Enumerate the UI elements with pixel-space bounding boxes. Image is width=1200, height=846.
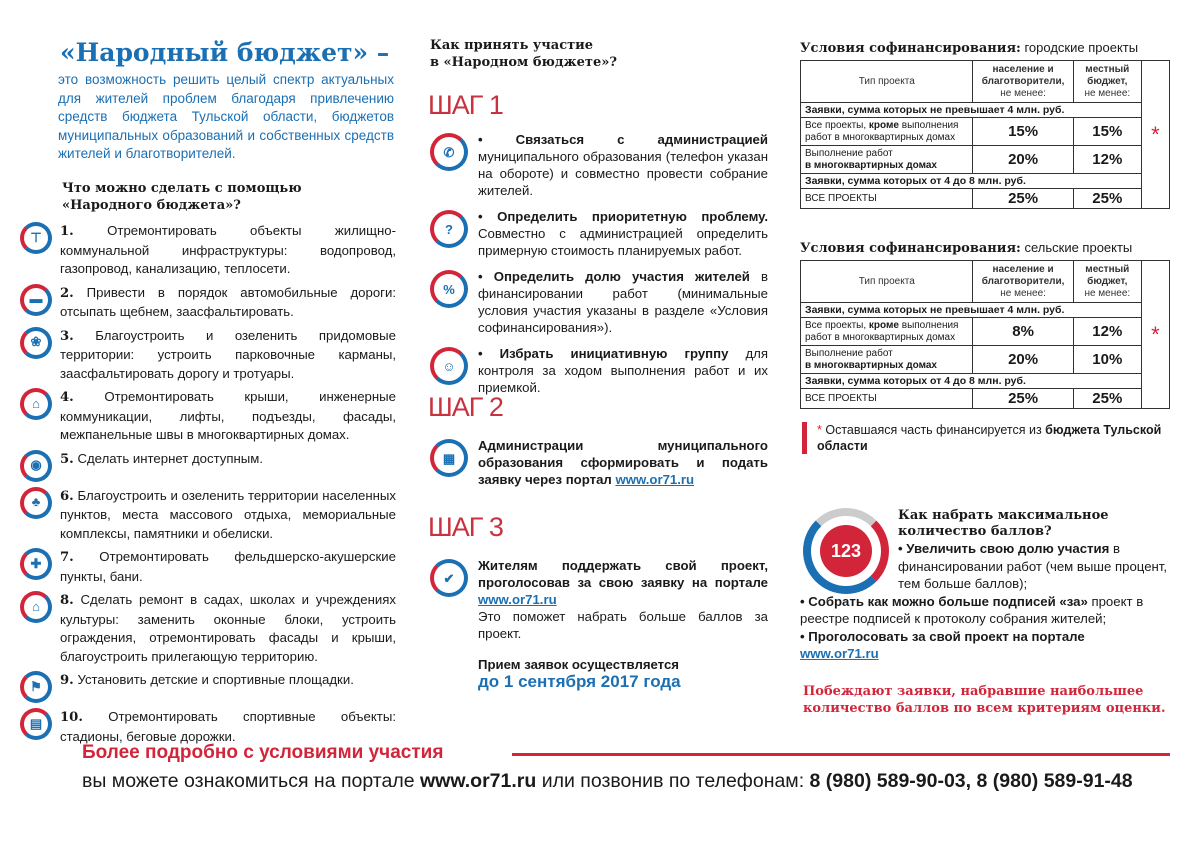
bullet2-bold: • Собрать как можно больше подписей «за» <box>800 593 1088 609</box>
step1-item-text: для контроля за ходом выполнения работ и их приемкой. <box>478 346 768 395</box>
what-heading <box>62 180 302 214</box>
list-item <box>18 327 396 384</box>
list-item <box>18 450 396 482</box>
header-population-sub: не менее: <box>1000 287 1046 299</box>
city-cofinancing <box>800 40 1170 209</box>
item-number: 6. <box>60 488 74 504</box>
footer-text-2: или позвонив по телефонам: <box>536 770 810 792</box>
footer-heading: Более подробно с условиями участия <box>82 742 444 763</box>
question-icon: ? <box>430 210 468 248</box>
list-item <box>18 487 396 544</box>
step2-text: Администрации муниципального образования сформировать и подать заявку через портал <box>478 438 768 487</box>
table-title-rest: городские проекты <box>1020 40 1139 55</box>
header-population: население и благотворители, <box>981 63 1065 87</box>
list-item <box>18 548 396 586</box>
step1-item <box>428 268 768 336</box>
step1-item-text: в финансировании работ (минимальные условия участия указаны в разделе «Условия софинансирования»). <box>478 269 769 335</box>
how-heading <box>430 37 617 71</box>
row-label: Выполнение работ <box>805 147 893 159</box>
cofinancing-table <box>800 260 1170 409</box>
header-population: население и благотворители, <box>981 263 1065 287</box>
pipes-icon: ⊤ <box>20 222 52 254</box>
item-text: Благоустроить и озеленить территории населенных пунктов, места массового отдыха, мемориальные комплексы, памятники и обелиски. <box>60 487 397 541</box>
row-label-rest: выполнения работ в многоквартирных домах <box>805 319 959 343</box>
row-label: ВСЕ ПРОЕКТЫ <box>801 189 973 209</box>
what-heading-line1: Что можно сделать с помощью <box>62 181 302 196</box>
header-local-sub: не менее: <box>1084 287 1131 299</box>
row-label-bold: кроме <box>868 119 899 131</box>
item-number: 1. <box>60 224 74 239</box>
list-item <box>18 222 396 279</box>
cofinancing-table <box>800 60 1170 209</box>
step1-item <box>428 131 768 199</box>
local-pct: 15% <box>1073 118 1141 146</box>
playground-icon: ⚑ <box>20 671 52 703</box>
item-text: Установить детские и спортивные площадки. <box>77 672 354 687</box>
table-title <box>800 40 1170 56</box>
footer-phones: 8 (980) 589-90-03, 8 (980) 589-91-48 <box>809 770 1133 792</box>
item-text: Сделать интернет доступным. <box>77 450 264 466</box>
subheader: Заявки, сумма которых от 4 до 8 млн. руб. <box>801 374 1142 389</box>
population-pct: 25% <box>973 389 1073 409</box>
bullet3-link[interactable]: www.or71.ru <box>800 646 879 661</box>
step3-label: ШАГ 3 <box>428 512 503 542</box>
school-icon: ⌂ <box>20 591 52 623</box>
local-pct: 12% <box>1073 146 1141 174</box>
park-icon: ♣ <box>20 487 52 519</box>
item-text: Отремонтировать крыши, инженерные коммуникации, лифты, подъезды, фасады, межпанельные швы в многоквартирных домах. <box>60 389 396 442</box>
item-text: Благоустроить и озеленить придомовые территории: устроить парковочные карманы, заасфальтировать дорогу и тротуары. <box>60 327 396 381</box>
footer-text-1: вы можете ознакомиться на портале <box>82 770 420 792</box>
table-title-rest: сельские проекты <box>1020 240 1133 255</box>
table-title <box>800 240 1170 256</box>
local-pct: 10% <box>1073 346 1141 374</box>
table-title-bold: Условия софинансирования: <box>800 41 1021 56</box>
step1-item-text: Совместно с администрацией определить примерную стоимость планируемых работ. <box>478 226 768 258</box>
header-local: местный бюджет, <box>1085 263 1130 287</box>
population-pct: 25% <box>973 189 1073 209</box>
step2-section <box>428 392 768 488</box>
population-pct: 15% <box>973 118 1073 146</box>
bullet2-text: проект в реестре подписей к протоколу собрания жителей; <box>800 593 1144 626</box>
bullet1-bold: • Увеличить свою долю участия <box>898 541 1110 556</box>
deadline-label: Прием заявок осуществляется <box>478 657 679 672</box>
subheader: Заявки, сумма которых не превышает 4 млн. руб. <box>801 303 1142 318</box>
intro-text: это возможность решить целый спектр актуальных для жителей проблем благодаря привлечению средств бюджета Тульской области, бюджетов муниципальных образований и собственных средств жителей и благотворителей. <box>58 72 394 161</box>
item-number: 10. <box>60 710 83 725</box>
step1-item <box>428 208 768 259</box>
population-pct: 20% <box>973 346 1073 374</box>
step3-note: Это поможет набрать больше баллов за проект. <box>478 609 768 641</box>
local-pct: 12% <box>1073 318 1141 346</box>
population-pct: 8% <box>973 318 1073 346</box>
list-item <box>18 671 396 703</box>
list-item <box>18 708 396 746</box>
how-heading-line1: Как принять участие <box>430 38 594 53</box>
footer-text <box>82 770 1133 793</box>
internet-icon: ◉ <box>20 450 52 482</box>
row-label: Выполнение работ <box>805 347 893 359</box>
stadium-icon: ▤ <box>20 708 52 740</box>
what-heading-line2: «Народного бюджета»? <box>62 198 241 213</box>
step1-item-bold: • Избрать инициативную группу <box>478 346 729 361</box>
item-number: 2. <box>60 285 74 301</box>
item-text: Отремонтировать фельдшерско-акушерские пункты, бани. <box>60 549 396 584</box>
row-label-bold: кроме <box>868 319 899 331</box>
row-label: Все проекты, <box>805 319 869 331</box>
step1-item-bold: • Связаться с администрацией <box>478 132 768 147</box>
header-type: Тип проекта <box>801 261 973 303</box>
max-heading-line1: Как набрать максимальное <box>898 508 1109 523</box>
header-local-sub: не менее: <box>1084 87 1131 99</box>
item-number: 8. <box>60 593 74 608</box>
population-pct: 20% <box>973 146 1073 174</box>
header-type: Тип проекта <box>801 61 973 103</box>
local-pct: 25% <box>1073 389 1141 409</box>
how-heading-line2: в «Народном бюджете»? <box>430 55 617 70</box>
item-number: 5. <box>60 451 74 467</box>
phone-icon: ✆ <box>430 133 468 171</box>
max-heading-line2: количество баллов? <box>898 524 1052 539</box>
item-text: Сделать ремонт в садах, школах и учреждениях культуры: заменить оконные блоки, устроить ограждения, отремонтировать фасады и крыши, благоустроить прилегающую территорию. <box>60 592 396 664</box>
item-number: 3. <box>60 328 74 344</box>
note-text: Оставшаяся часть финансируется из <box>821 423 1046 437</box>
apartment-icon: ⌂ <box>20 388 52 420</box>
group-icon: ☺ <box>430 347 468 385</box>
items-list <box>18 222 396 751</box>
asterisk: * <box>1141 261 1169 409</box>
bullet1-text: в финансировании работ (чем выше процент, тем больше баллов); <box>898 541 1168 591</box>
page-title: «Народный бюджет» – <box>60 38 390 67</box>
step1-item-bold: • Определить приоритетную проблему. <box>478 209 768 224</box>
deadline: до 1 сентября 2017 года <box>478 672 681 691</box>
step1-section <box>428 90 768 405</box>
list-item <box>18 284 396 322</box>
step2-link[interactable]: www.or71.ru <box>615 472 695 487</box>
road-icon: ▬ <box>20 284 52 316</box>
subheader: Заявки, сумма которых не превышает 4 млн. руб. <box>801 103 1142 118</box>
checkmark-icon: ✔ <box>430 559 468 597</box>
item-number: 7. <box>60 550 74 565</box>
step1-item <box>428 345 768 396</box>
list-item <box>18 591 396 666</box>
row-label-rest: выполнения работ в многоквартирных домах <box>805 119 959 143</box>
asterisk: * <box>1141 61 1169 209</box>
note <box>802 422 1200 454</box>
step1-item-bold: • Определить долю участия жителей <box>478 269 750 284</box>
bullet3-bold: • Проголосовать за свой проект на портале <box>800 628 1085 644</box>
winners-text: Побеждают заявки, набравшие наибольшее количество баллов по всем критериям оценки. <box>803 684 1166 716</box>
item-text: Отремонтировать объекты жилищно-коммунальной инфраструктуры: водопровод, газопровод, канализацию, теплосети. <box>60 223 396 276</box>
medical-icon: ✚ <box>20 548 52 580</box>
table-title-bold: Условия софинансирования: <box>800 241 1021 256</box>
row-label: Все проекты, <box>805 119 869 131</box>
step1-label: ШАГ 1 <box>428 90 503 120</box>
footer-divider <box>512 753 1170 756</box>
row-label-bold: в многоквартирных домах <box>805 159 937 171</box>
note-star: * <box>817 423 822 437</box>
step2-label: ШАГ 2 <box>428 392 503 422</box>
ranking-icon-text: 123 <box>820 525 872 577</box>
item-text: Привести в порядок автомобильные дороги: отсыпать щебнем, заасфальтировать. <box>60 284 396 319</box>
portal-icon: ▦ <box>430 439 468 477</box>
yard-icon: ❀ <box>20 327 52 359</box>
step3-text: Жителям поддержать свой проект, проголосовав за свою заявку на портале <box>478 558 768 590</box>
step1-item-text: муниципального образования (телефон указан на обороте) и совместно провести собрание жителей. <box>478 149 768 198</box>
row-label-bold: в многоквартирных домах <box>805 359 937 371</box>
step3-link[interactable]: www.or71.ru <box>478 592 557 607</box>
item-number: 4. <box>60 390 74 405</box>
local-pct: 25% <box>1073 189 1141 209</box>
max-points-section <box>800 508 1170 663</box>
list-item <box>18 388 396 445</box>
note-bold: бюджета Тульской области <box>817 423 1162 453</box>
rural-cofinancing <box>800 240 1170 409</box>
subheader: Заявки, сумма которых от 4 до 8 млн. руб. <box>801 174 1142 189</box>
header-local: местный бюджет, <box>1085 63 1130 87</box>
step3-section <box>428 512 768 690</box>
item-number: 9. <box>60 673 74 688</box>
percent-icon: % <box>430 270 468 308</box>
row-label: ВСЕ ПРОЕКТЫ <box>801 389 973 409</box>
item-text: Отремонтировать спортивные объекты: стадионы, беговые дорожки. <box>60 709 396 744</box>
header-population-sub: не менее: <box>1000 87 1046 99</box>
footer-site[interactable]: www.or71.ru <box>419 770 537 792</box>
